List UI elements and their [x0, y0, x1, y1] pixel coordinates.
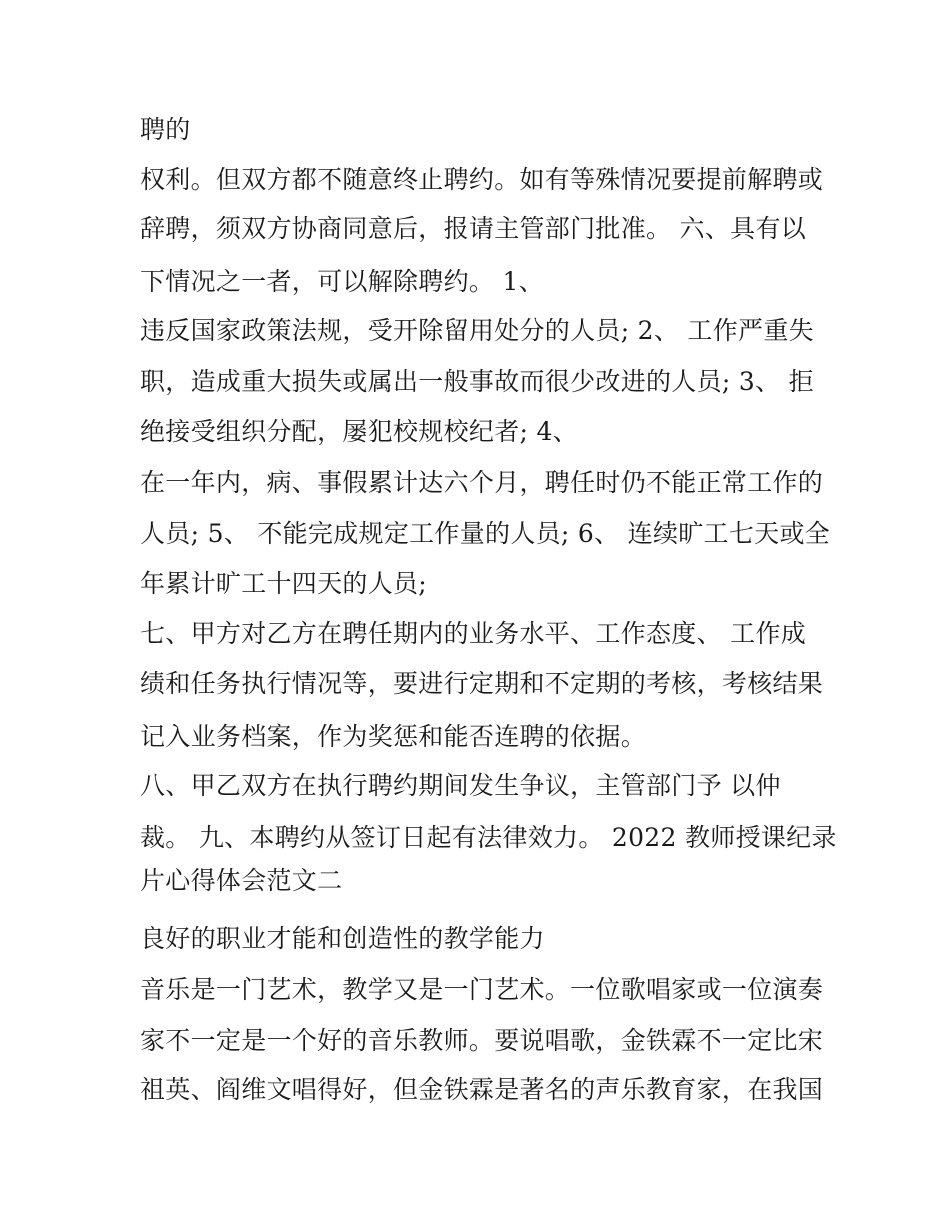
text-line: 音乐是一门艺术，教学又是一门艺术。一位歌唱家或一位演奏 [140, 975, 824, 1004]
text-line: 下情况之一者，可以解除聘约。 1、 [140, 267, 544, 296]
text-line: 记入业务档案，作为奖惩和能否连聘的依据。 [140, 722, 647, 751]
text-line: 违反国家政策法规，受开除留用处分的人员; 2、 工作严重失 [140, 316, 814, 345]
text-line: 绩和任务执行情况等，要进行定期和不定期的考核，考核结果 [140, 669, 824, 698]
text-line: 裁。 九、本聘约从签订日起有法律效力。 2022 教师授课纪录 [140, 823, 837, 852]
text-line: 片心得体会范文二 [140, 866, 343, 895]
text-line: 八、甲乙双方在执行聘约期间发生争议，主管部门予 以仲 [140, 771, 781, 800]
text-line: 权利。但双方都不随意终止聘约。如有等殊情况要提前解聘或 [140, 165, 824, 194]
text-line: 在一年内，病、事假累计达六个月，聘任时仍不能正常工作的 [140, 468, 824, 497]
text-line: 家不一定是一个好的音乐教师。要说唱歌，金铁霖不一定比宋 [140, 1026, 824, 1055]
text-line: 年累计旷工十四天的人员; [140, 569, 428, 598]
text-line: 绝接受组织分配，屡犯校规校纪者; 4、 [140, 417, 578, 446]
text-line: 七、甲方对乙方在聘任期内的业务水平、工作态度、 工作成 [140, 619, 807, 648]
text-line: 良好的职业才能和创造性的教学能力 [140, 924, 545, 953]
text-line: 祖英、阎维文唱得好，但金铁霖是著名的声乐教育家，在我国 [140, 1075, 824, 1104]
text-line: 职，造成重大损失或属出一般事故而很少改进的人员; 3、 拒 [140, 367, 814, 396]
text-line: 辞聘，须双方协商同意后，报请主管部门批准。 六、具有以 [140, 214, 807, 243]
text-line: 人员; 5、 不能完成规定工作量的人员; 6、 连续旷工七天或全 [140, 519, 831, 548]
text-line: 聘的 [140, 115, 191, 144]
